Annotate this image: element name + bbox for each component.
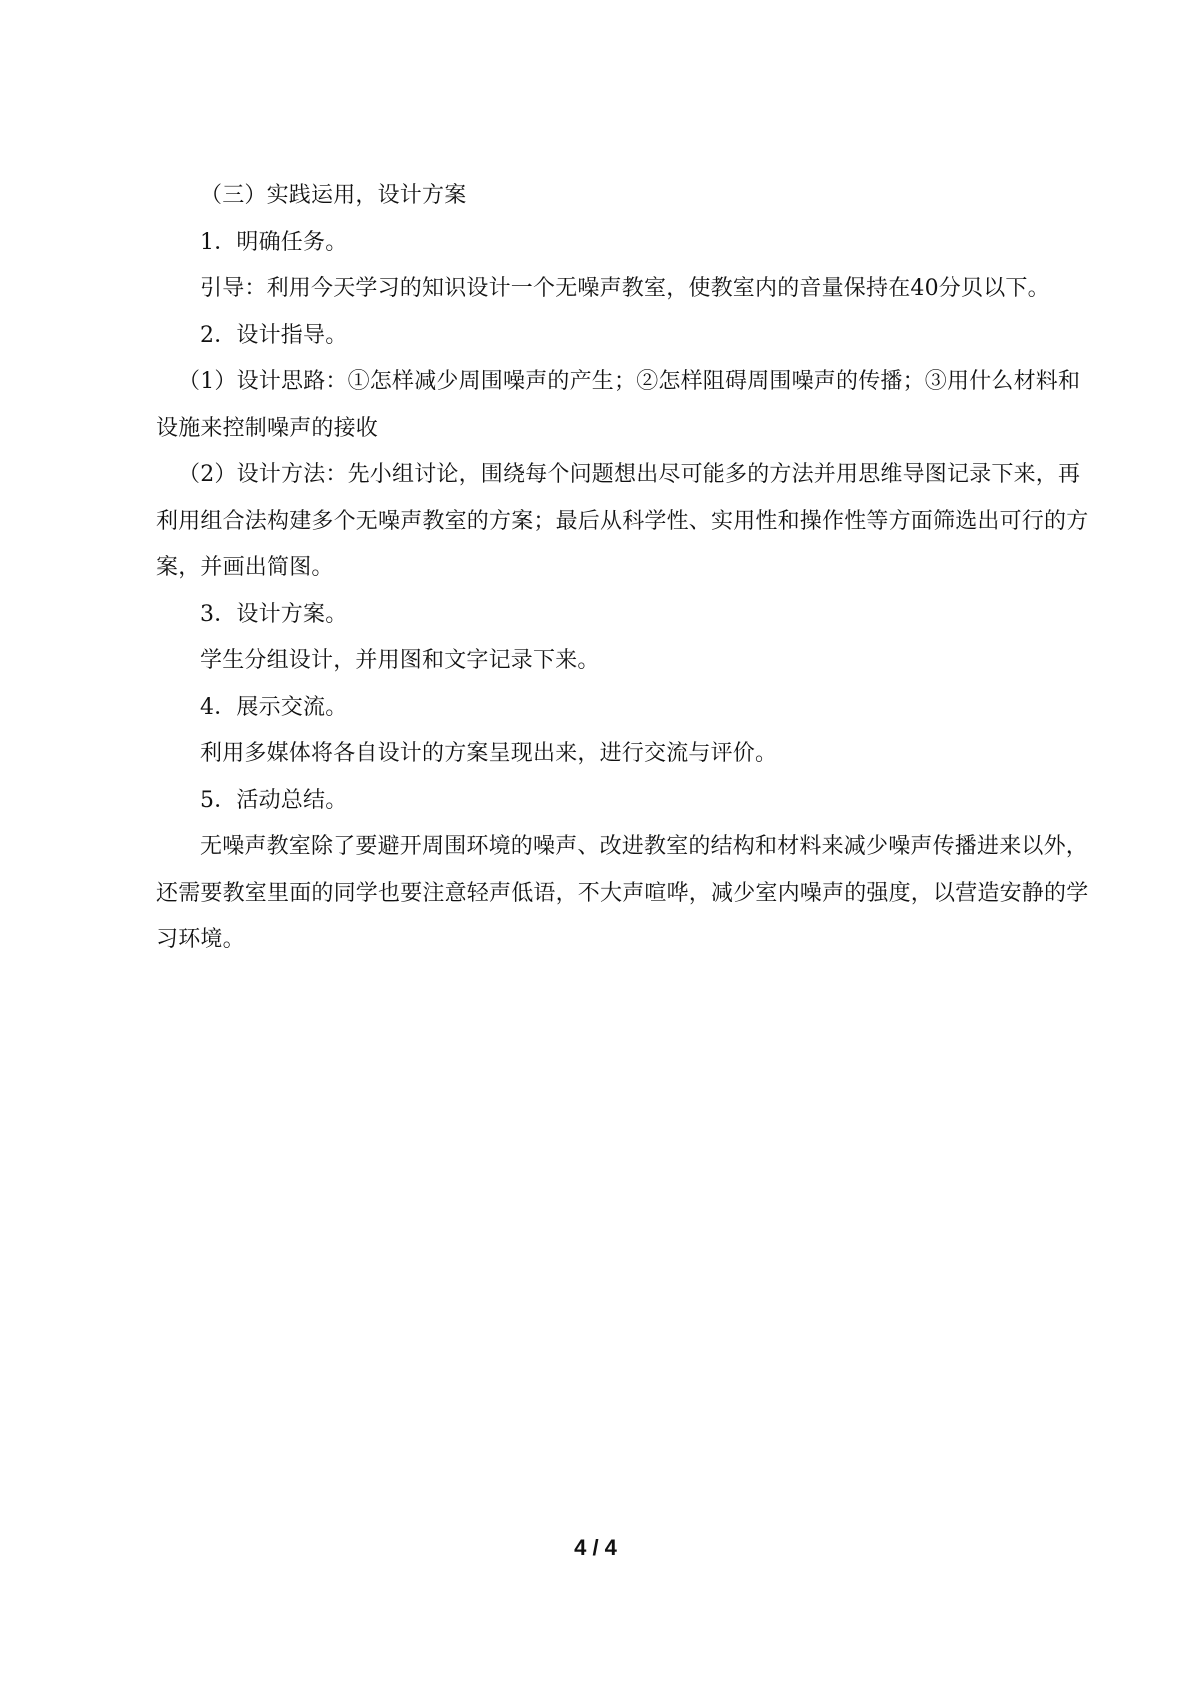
paragraph-group-design: 学生分组设计，并用图和文字记录下来。 [200, 648, 600, 673]
section-heading: （三）实践运用，设计方案 [200, 183, 467, 208]
paragraph-design-method: （2）设计方法：先小组讨论，围绕每个问题想出尽可能多的方法并用思维导图记录下来，再利用组合法构建多个无噪声教室的方案；最后从科学性、实用性和操作性等方面筛选出可行的方案，并画出简图。 [156, 462, 1089, 580]
step-heading-1: 1．明确任务。 [200, 229, 348, 255]
paragraph-guide: 引导：利用今天学习的知识设计一个无噪声教室，使教室内的音量保持在40分贝以下。 [200, 276, 1050, 301]
document-body [156, 173, 1101, 964]
step-heading-3: 3．设计方案。 [200, 601, 348, 627]
paragraph-multimedia: 利用多媒体将各自设计的方案呈现出来，进行交流与评价。 [200, 741, 778, 766]
paragraph-summary: 无噪声教室除了要避开周围环境的噪声、改进教室的结构和材料来减少噪声传播进来以外，还需要教室里面的同学也要注意轻声低语，不大声喧哗，减少室内噪声的强度，以营造安静的学习环境。 [156, 834, 1089, 952]
step-heading-4: 4．展示交流。 [200, 694, 348, 720]
step-heading-2: 2．设计指导。 [200, 322, 348, 348]
step-heading-5: 5．活动总结。 [200, 787, 348, 813]
paragraph-design-idea: （1）设计思路：①怎样减少周围噪声的产生；②怎样阻碍周围噪声的传播；③用什么材料和设施来控制噪声的接收 [156, 369, 1081, 441]
page-number: 4 / 4 [574, 1535, 617, 1560]
